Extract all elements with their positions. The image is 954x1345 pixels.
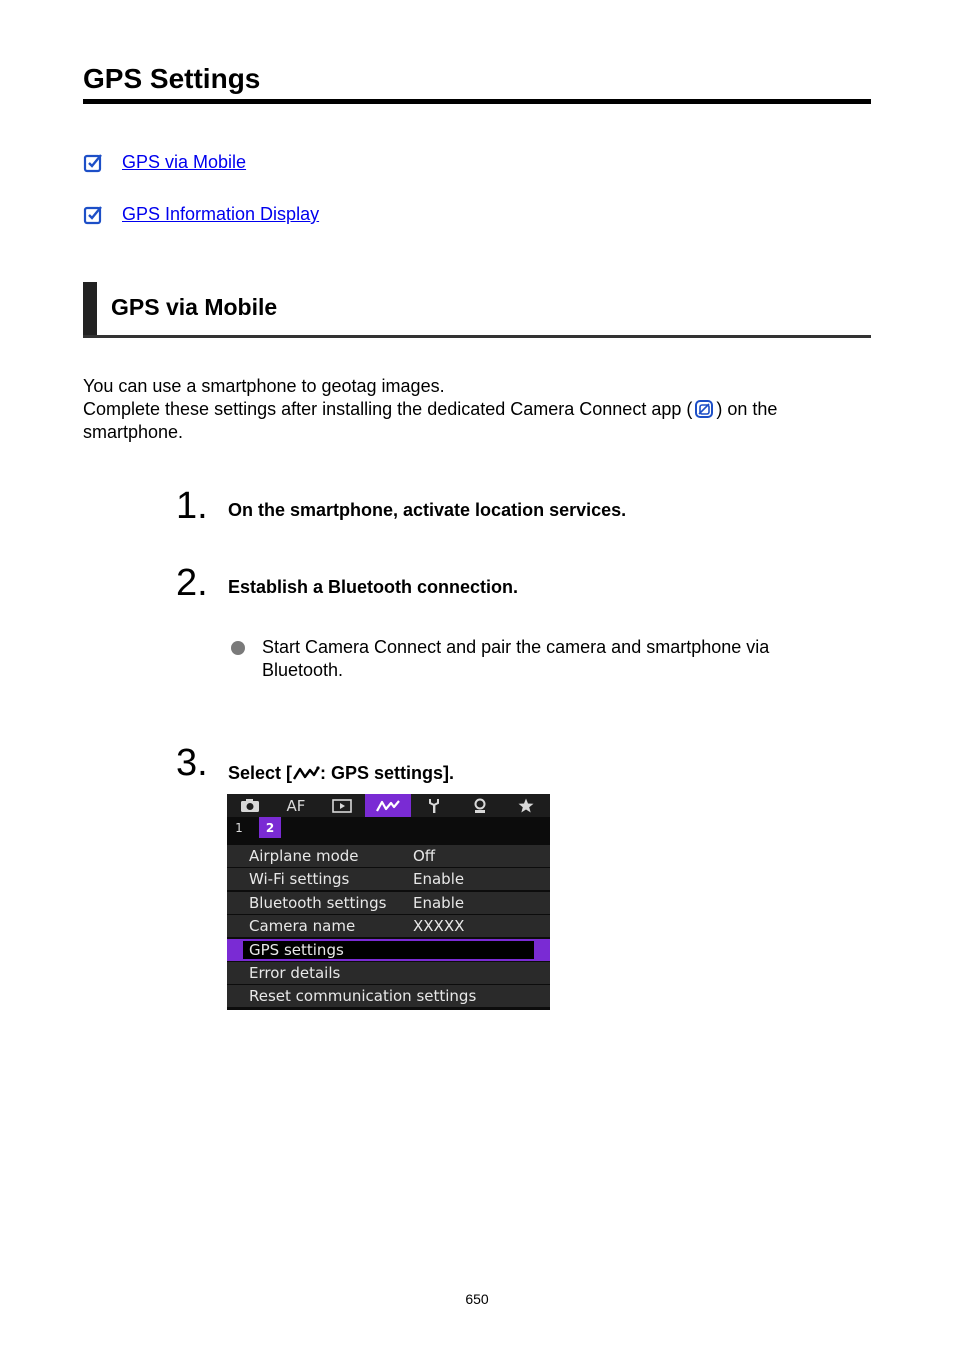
step-number-1: 1.	[176, 485, 208, 527]
menu-item-gps-settings[interactable]	[227, 939, 550, 961]
menu-item-value: Enable	[413, 870, 465, 889]
step-number-2: 2.	[176, 562, 208, 604]
toc-item-gps-via-mobile[interactable]	[83, 149, 246, 175]
menu-item-bluetooth-settings[interactable]	[227, 892, 550, 914]
subtab-2[interactable]: 2	[259, 817, 281, 838]
tab-shooting[interactable]	[227, 794, 273, 817]
step-number-3: 3.	[176, 742, 208, 784]
menu-item-camera-name[interactable]	[227, 915, 550, 937]
bullet-text: Start Camera Connect and pair the camera and smartphone via Bluetooth.	[262, 637, 770, 680]
section-title: GPS via Mobile	[111, 294, 278, 320]
step-text-1: On the smartphone, activate location services.	[228, 500, 627, 520]
menu-item-error-details[interactable]	[227, 962, 550, 984]
step-3-text-before: Select [	[228, 763, 293, 783]
intro-line-3: smartphone.	[83, 422, 184, 442]
wireless-mode-icon	[292, 765, 320, 781]
menu-item-label: Camera name	[249, 917, 356, 936]
tab-af[interactable]	[273, 794, 319, 817]
playback-icon	[332, 799, 352, 813]
intro-line-1: You can use a smartphone to geotag images.	[83, 376, 445, 396]
camera-icon	[240, 798, 260, 813]
page-number: 650	[465, 1291, 489, 1307]
tab-my-menu[interactable]	[503, 794, 549, 817]
wrench-icon	[427, 798, 441, 814]
menu-item-label: GPS settings	[249, 940, 344, 959]
link-checkbox-icon	[83, 152, 104, 173]
menu-item-value: XXXXX	[413, 917, 465, 936]
camera-connect-app-icon	[694, 399, 714, 419]
tab-playback[interactable]	[319, 794, 365, 817]
subtab-1[interactable]: 1	[235, 820, 243, 835]
step-text-2: Establish a Bluetooth connection.	[228, 577, 519, 597]
menu-item-label: Reset communication settings	[249, 987, 477, 1006]
intro-line-2-before: Complete these settings after installing the dedicated Camera Connect app (	[83, 399, 693, 419]
bullet-dot	[231, 641, 245, 655]
menu-item-value: Enable	[413, 893, 465, 912]
menu-item-label: Airplane mode	[249, 847, 359, 865]
menu-item-airplane-mode[interactable]	[227, 845, 550, 867]
intro-line-2	[83, 398, 863, 421]
menu-item-label: Bluetooth settings	[249, 893, 387, 912]
camera-menu-screen	[227, 794, 550, 1010]
wireless-mode-icon	[375, 799, 401, 813]
star-icon	[518, 798, 534, 813]
menu-item-value: Off	[413, 847, 436, 865]
camera-menu-tabs	[227, 794, 550, 817]
tab-custom-functions[interactable]	[457, 794, 503, 817]
title-rule	[83, 99, 871, 104]
link-checkbox-icon	[83, 204, 104, 225]
intro-line-2-after: ) on the	[716, 399, 778, 419]
menu-item-reset-communication-settings[interactable]	[227, 985, 550, 1007]
menu-item-label: Error details	[249, 963, 341, 982]
tab-setup[interactable]	[411, 794, 457, 817]
camera-menu-list	[227, 845, 550, 1009]
intro-paragraph	[83, 375, 863, 444]
section-heading-bar	[83, 282, 97, 338]
menu-item-wifi-settings[interactable]	[227, 868, 550, 890]
section-rule	[83, 335, 871, 338]
toc-link-gps-via-mobile[interactable]: GPS via Mobile	[122, 152, 247, 172]
tab-af-label: AF	[286, 796, 306, 815]
toc-link-gps-information-display[interactable]: GPS Information Display	[122, 204, 320, 224]
step-3-text-after: : GPS settings].	[320, 763, 455, 783]
tab-wireless[interactable]	[365, 794, 411, 817]
page-title: GPS Settings	[83, 63, 261, 94]
custom-functions-icon	[471, 798, 489, 814]
toc-item-gps-information-display[interactable]	[83, 201, 319, 227]
step-text-3	[228, 761, 454, 785]
menu-item-label: Wi-Fi settings	[249, 870, 350, 889]
